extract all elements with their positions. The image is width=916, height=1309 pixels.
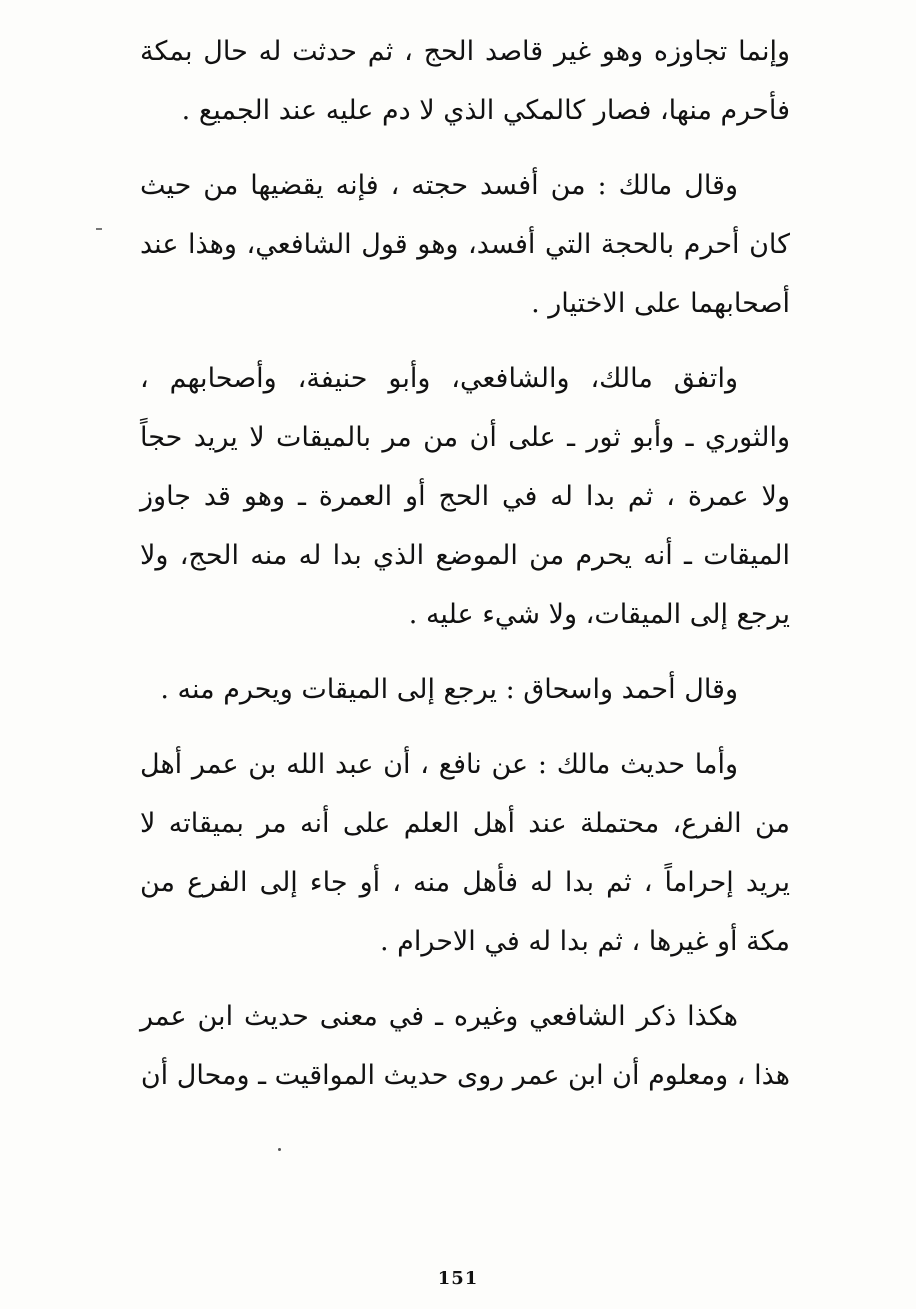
body-text <box>140 22 790 1121</box>
paragraph: واتفق مالك، والشافعي، وأبو حنيفة، وأصحابهم ، والثوري ـ وأبو ثور ـ على أن من مر بالميقات لا يريد حجاً ولا عمرة ، ثم بدا له في الحج أو العمرة ـ وهو قد جاوز الميقات ـ أنه يحرم من الموضع الذي بدا له منه الحج، ولا يرجع إلى الميقات، ولا شيء عليه . <box>140 363 790 630</box>
margin-mark <box>96 228 102 230</box>
scan-speck <box>278 1148 281 1151</box>
paragraph: وقال مالك : من أفسد حجته ، فإنه يقضيها من حيث كان أحرم بالحجة التي أفسد، وهو قول الشافعي، وهذا عند أصحابهما على الاختيار . <box>140 170 790 319</box>
paragraph: وأما حديث مالك : عن نافع ، أن عبد الله بن عمر أهل من الفرع، محتملة عند أهل العلم على أنه مر بميقاته لا يريد إحراماً ، ثم بدا له فأهل منه ، أو جاء إلى الفرع من مكة أو غيرها ، ثم بدا له في الاحرام . <box>140 749 790 957</box>
page-number: 151 <box>437 1268 479 1289</box>
paragraph: هكذا ذكر الشافعي وغيره ـ في معنى حديث ابن عمر هذا ، ومعلوم أن ابن عمر روى حديث المواقيت ـ ومحال أن <box>140 1001 790 1091</box>
paragraph: وقال أحمد واسحاق : يرجع إلى الميقات ويحرم منه . <box>160 674 738 705</box>
paragraph: وإنما تجاوزه وهو غير قاصد الحج ، ثم حدثت له حال بمكة فأحرم منها، فصار كالمكي الذي لا دم عليه عند الجميع . <box>140 36 790 126</box>
